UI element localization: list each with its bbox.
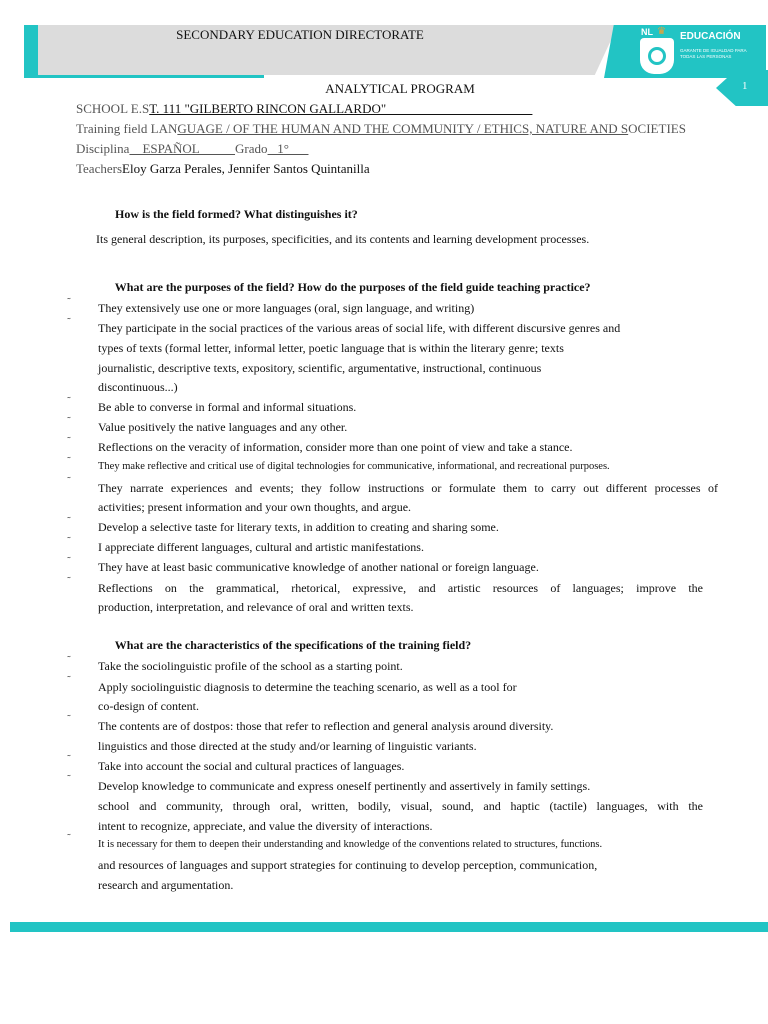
bullet-mark: ˜ bbox=[67, 832, 71, 844]
footer-band bbox=[10, 922, 768, 932]
characteristic-line: school and community, through oral, written, bodily, visual, sound, and haptic (tactile) languages, with the bbox=[98, 799, 703, 813]
bullet-mark: ˜ bbox=[67, 773, 71, 785]
school-label: SCHOOL E.S bbox=[76, 101, 150, 116]
bullet-mark: ˜ bbox=[67, 296, 71, 308]
training-field-value: GUAGE / OF THE HUMAN AND THE COMMUNITY / ETHICS, NATURE AND S bbox=[177, 121, 629, 136]
characteristic-line: research and argumentation. bbox=[98, 878, 234, 892]
bullet-mark: ˜ bbox=[67, 475, 71, 487]
characteristic-line: Take into account the social and cultural practices of languages. bbox=[98, 759, 405, 773]
purpose-line: They participate in the social practices of the various areas of social life, with different discursive genres and bbox=[98, 321, 621, 335]
characteristic-line: The contents are of dostpos: those that refer to reflection and general analysis around diversity. bbox=[98, 719, 554, 733]
bullet-mark: ˜ bbox=[67, 674, 71, 686]
purpose-line: Reflections on the veracity of information, consider more than one point of view and take a stance. bbox=[98, 440, 573, 454]
characteristic-line: co-design of content. bbox=[98, 699, 199, 713]
teachers-line bbox=[76, 161, 370, 177]
characteristic-line: Develop knowledge to communicate and express oneself pertinently and assertively in family settings. bbox=[98, 779, 591, 793]
bullet-mark: ˜ bbox=[67, 654, 71, 666]
purpose-line: I appreciate different languages, cultural and artistic manifestations. bbox=[98, 540, 424, 554]
characteristic-line: linguistics and those directed at the study and/or learning of linguistic variants. bbox=[98, 739, 477, 753]
school-value: T. 111 "GILBERTO RINCON GALLARDO" bbox=[149, 101, 533, 116]
training-field-line bbox=[76, 121, 686, 137]
purpose-line: journalistic, descriptive texts, expository, scientific, argumentative, instructional, continuous bbox=[98, 361, 542, 375]
section2-question-text: What are the purposes of the field? How do the purposes of the field guide teaching practice? bbox=[114, 280, 591, 294]
logo-tagline: GARANTE DE IGUALDAD PARA TODAS LAS PERSONAS bbox=[680, 48, 747, 59]
purpose-line: discontinuous...) bbox=[98, 380, 178, 394]
discipline-label: Disciplina bbox=[76, 141, 130, 156]
purpose-line: They extensively use one or more languages (oral, sign language, and writing) bbox=[98, 301, 475, 315]
purpose-line: types of texts (formal letter, informal letter, poetic language that is within the literary genre; texts bbox=[98, 341, 564, 355]
section3-question bbox=[98, 638, 471, 653]
teachers-value: Eloy Garza Perales, Jennifer Santos Quintanilla bbox=[122, 161, 370, 176]
bullet-mark: ˜ bbox=[67, 455, 71, 467]
bullet-mark: ˜ bbox=[67, 535, 71, 547]
section1-question-text: How is the field formed? What distinguishes it? bbox=[115, 207, 358, 221]
bullet-mark: ˜ bbox=[67, 575, 71, 587]
characteristic-line: Apply sociolinguistic diagnosis to determine the teaching scenario, as well as a tool for bbox=[98, 680, 517, 694]
section1-question bbox=[98, 207, 358, 222]
discipline-line bbox=[76, 141, 308, 157]
purpose-line: They have at least basic communicative knowledge of another national or foreign language. bbox=[98, 560, 539, 574]
purpose-line: Reflections on the grammatical, rhetorical, expressive, and artistic resources of languages; improve the bbox=[98, 581, 703, 595]
bullet-mark: ˜ bbox=[67, 753, 71, 765]
grade-value: 1° bbox=[267, 141, 309, 156]
document-title: ANALYTICAL PROGRAM bbox=[325, 81, 475, 96]
training-field-label: Training field LAN bbox=[76, 121, 178, 136]
bullet-mark: ˜ bbox=[67, 316, 71, 328]
purpose-line: They make reflective and critical use of digital technologies for communicative, informational, and recreational purposes. bbox=[98, 461, 610, 472]
discipline-value: ESPAÑOL bbox=[129, 141, 236, 156]
purpose-line: production, interpretation, and relevance of oral and written texts. bbox=[98, 600, 414, 614]
page-number: 1 bbox=[742, 80, 748, 92]
bullet-mark: ˜ bbox=[67, 435, 71, 447]
logo-prefix: NL bbox=[641, 27, 653, 37]
purpose-line: Develop a selective taste for literary texts, in addition to creating and sharing some. bbox=[98, 520, 499, 534]
logo-word: EDUCACIÓN bbox=[680, 31, 741, 42]
section2-question bbox=[98, 280, 591, 295]
characteristic-line: intent to recognize, appreciate, and value the diversity of interactions. bbox=[98, 819, 433, 833]
purpose-line: activities; present information and your own thoughts, and argue. bbox=[98, 500, 412, 514]
bullet-mark: ˜ bbox=[67, 415, 71, 427]
characteristic-line: It is necessary for them to deepen their understanding and knowledge of the conventions related to structures, functions. bbox=[98, 839, 603, 850]
section3-question-text: What are the characteristics of the specifications of the training field? bbox=[114, 638, 472, 652]
training-field-tail: OCIETIES bbox=[628, 121, 686, 136]
directorate-title: SECONDARY EDUCATION DIRECTORATE bbox=[176, 27, 424, 42]
purpose-line: They narrate experiences and events; they follow instructions or formulate them to carry out different processes of bbox=[98, 481, 718, 495]
teachers-label: Teachers bbox=[76, 161, 123, 176]
characteristic-line: and resources of languages and support strategies for continuing to develop perception, communication, bbox=[98, 858, 598, 872]
bullet-mark: ˜ bbox=[67, 555, 71, 567]
bullet-mark: ˜ bbox=[67, 515, 71, 527]
section1-answer: Its general description, its purposes, specificities, and its contents and learning development processes. bbox=[96, 232, 590, 246]
shield-emblem bbox=[648, 47, 666, 65]
bullet-mark: ˜ bbox=[67, 713, 71, 725]
crown-icon: ♛ bbox=[657, 26, 666, 37]
school-line bbox=[76, 101, 532, 117]
purpose-line: Be able to converse in formal and informal situations. bbox=[98, 400, 357, 414]
bullet-mark: ˜ bbox=[67, 395, 71, 407]
shield-logo-icon bbox=[640, 38, 674, 74]
purpose-line: Value positively the native languages and any other. bbox=[98, 420, 348, 434]
characteristic-line: Take the sociolinguistic profile of the school as a starting point. bbox=[98, 659, 403, 673]
grade-label: Grado bbox=[235, 141, 268, 156]
